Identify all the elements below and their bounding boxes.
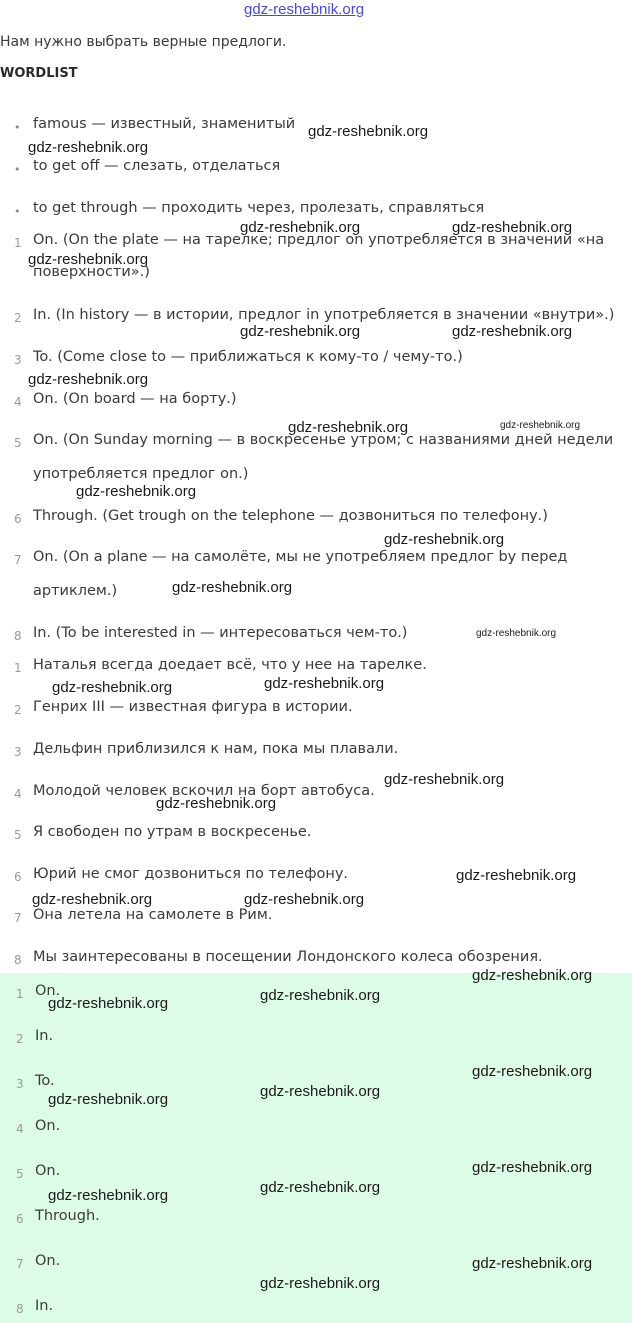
watermark: gdz-reshebnik.org — [76, 483, 197, 500]
wordlist-item: famous — известный, знаменитый — [33, 116, 296, 132]
final-answer: Through. — [35, 1208, 100, 1224]
intro-text: Нам нужно выбрать верные предлоги. — [0, 34, 287, 50]
wordlist-item: to get off — слезать, отделаться — [33, 158, 281, 174]
bullet-icon: • — [14, 163, 21, 176]
watermark: gdz-reshebnik.org — [472, 967, 593, 984]
watermark: gdz-reshebnik.org — [260, 1275, 381, 1292]
watermark: gdz-reshebnik.org — [172, 579, 293, 596]
watermark: gdz-reshebnik.org — [48, 995, 169, 1012]
translation-line: Юрий не смог дозвониться по телефону. — [33, 866, 349, 882]
answer-number: 1 — [14, 236, 22, 250]
answer-number: 4 — [14, 395, 22, 409]
final-number: 1 — [16, 987, 24, 1001]
answer-line: On. (On Sunday morning — в воскресенье утром; с названиями дней недели — [33, 432, 614, 448]
translation-number: 5 — [14, 828, 22, 842]
final-number: 3 — [16, 1077, 24, 1091]
watermark: gdz-reshebnik.org — [264, 675, 385, 692]
final-number: 4 — [16, 1122, 24, 1136]
watermark: gdz-reshebnik.org — [452, 219, 573, 236]
watermark: gdz-reshebnik.org — [260, 1179, 381, 1196]
answer-number: 6 — [14, 512, 22, 526]
watermark: gdz-reshebnik.org — [28, 251, 149, 268]
answer-number: 7 — [14, 553, 22, 567]
final-number: 7 — [16, 1257, 24, 1271]
watermark: gdz-reshebnik.org — [384, 771, 505, 788]
watermark: gdz-reshebnik.org — [384, 531, 505, 548]
watermark: gdz-reshebnik.org — [472, 1159, 593, 1176]
wordlist-item: to get through — проходить через, пролезать, справляться — [33, 200, 485, 216]
translation-line: Генрих III — известная фигура в истории. — [33, 699, 353, 715]
answer-number: 5 — [14, 436, 22, 450]
answer-number: 8 — [14, 629, 22, 643]
answer-line: On. (On the plate — на тарелке; предлог on употребляется в значении «на — [33, 232, 605, 248]
answer-line: To. (Come close to — приближаться к кому-то / чему-то.) — [33, 349, 463, 365]
answer-line: артиклем.) — [33, 583, 118, 599]
final-number: 5 — [16, 1167, 24, 1181]
final-answer: On. — [35, 1163, 61, 1179]
translation-line: Мы заинтересованы в посещении Лондонского колеса обозрения. — [33, 949, 543, 965]
translation-number: 7 — [14, 911, 22, 925]
bullet-icon: • — [14, 205, 21, 218]
final-answer: On. — [35, 983, 61, 999]
watermark: gdz-reshebnik.org — [260, 1083, 381, 1100]
answer-line: On. (On a plane — на самолёте, мы не употребляем предлог by перед — [33, 549, 568, 565]
final-answer: To. — [35, 1073, 55, 1089]
translation-number: 2 — [14, 703, 22, 717]
translation-line: Я свободен по утрам в воскресенье. — [33, 824, 312, 840]
watermark: gdz-reshebnik.org — [156, 795, 277, 812]
translation-line: Наталья всегда доедает всё, что у нее на тарелке. — [33, 657, 427, 673]
answer-line: Through. (Get trough on the telephone — дозвониться по телефону.) — [33, 508, 548, 524]
watermark: gdz-reshebnik.org — [244, 891, 365, 908]
final-answer: On. — [35, 1118, 61, 1134]
watermark: gdz-reshebnik.org — [500, 420, 581, 431]
translation-number: 8 — [14, 953, 22, 967]
answer-line: поверхности».) — [33, 264, 150, 280]
watermark: gdz-reshebnik.org — [28, 139, 149, 156]
watermark: gdz-reshebnik.org — [52, 679, 173, 696]
translation-line: Молодой человек вскочил на борт автобуса. — [33, 783, 375, 799]
watermark: gdz-reshebnik.org — [308, 123, 429, 140]
translation-number: 4 — [14, 787, 22, 801]
answer-number: 3 — [14, 353, 22, 367]
watermark: gdz-reshebnik.org — [48, 1187, 169, 1204]
final-answer: In. — [35, 1028, 54, 1044]
translation-line: Она летела на самолете в Рим. — [33, 907, 273, 923]
watermark: gdz-reshebnik.org — [476, 628, 557, 639]
final-number: 6 — [16, 1212, 24, 1226]
watermark: gdz-reshebnik.org — [288, 419, 409, 436]
translation-line: Дельфин приблизился к нам, пока мы плавали. — [33, 741, 399, 757]
answer-line: употребляется предлог on.) — [33, 466, 249, 482]
watermark: gdz-reshebnik.org — [240, 219, 361, 236]
watermark: gdz-reshebnik.org — [452, 323, 573, 340]
answer-number: 2 — [14, 311, 22, 325]
answer-line: On. (On board — на борту.) — [33, 391, 237, 407]
bullet-icon: • — [14, 121, 21, 134]
watermark: gdz-reshebnik.org — [472, 1063, 593, 1080]
final-answer: On. — [35, 1253, 61, 1269]
site-link[interactable]: gdz-reshebnik.org — [244, 1, 365, 18]
watermark: gdz-reshebnik.org — [260, 987, 381, 1004]
watermark: gdz-reshebnik.org — [28, 371, 149, 388]
translation-number: 1 — [14, 661, 22, 675]
final-number: 8 — [16, 1302, 24, 1316]
final-answer: In. — [35, 1298, 54, 1314]
translation-number: 6 — [14, 870, 22, 884]
watermark: gdz-reshebnik.org — [32, 891, 153, 908]
watermark: gdz-reshebnik.org — [48, 1091, 169, 1108]
final-number: 2 — [16, 1032, 24, 1046]
watermark: gdz-reshebnik.org — [240, 323, 361, 340]
watermark: gdz-reshebnik.org — [456, 867, 577, 884]
wordlist-heading: WORDLIST — [0, 66, 78, 81]
watermark: gdz-reshebnik.org — [472, 1255, 593, 1272]
answer-line: In. (In history — в истории, предлог in употребляется в значении «внутри».) — [33, 307, 615, 323]
translation-number: 3 — [14, 745, 22, 759]
answer-line: In. (To be interested in — интересоваться чем-то.) — [33, 625, 408, 641]
